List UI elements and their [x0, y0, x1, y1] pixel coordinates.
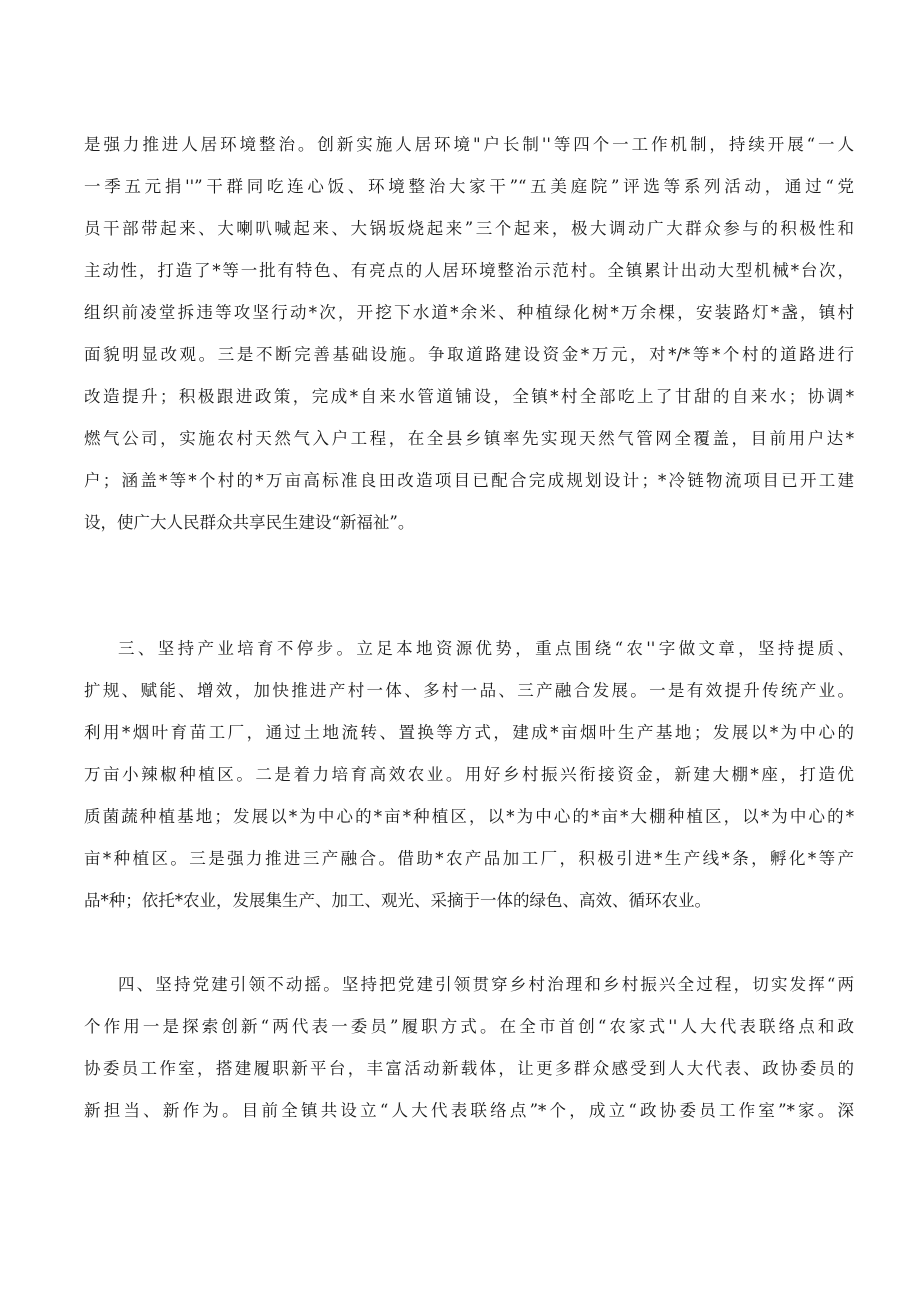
text-line: 一季五元捐''”干群同吃连心饭、环境整治大家干”“五美庭院”评选等系列活动，通过“党	[84, 177, 854, 196]
text-line: 四、坚持党建引领不动摇。坚持把党建引领贯穿乡村治理和乡村振兴全过程，切实发挥“两	[118, 975, 854, 994]
text-line: 员干部带起来、大喇叭喊起来、大锅坂烧起来”三个起来，极大调动广大群众参与的积极性和	[84, 219, 854, 238]
text-line: 是强力推进人居环境整治。创新实施人居环境"户长制''等四个一工作机制，持续开展“一人	[84, 135, 854, 154]
text-line: 品*种；依托*农业，发展集生产、加工、观光、采摘于一体的绿色、高效、循环农业。	[84, 891, 711, 910]
text-line: 扩规、赋能、增效，加快推进产村一体、多村一品、三产融合发展。一是有效提升传统产业。	[84, 681, 854, 700]
text-line: 新担当、新作为。目前全镇共设立“人大代表联络点”*个，成立“政协委员工作室”*家。深	[84, 1101, 854, 1120]
text-line: 亩*种植区。三是强力推进三产融合。借助*农产品加工厂，积极引进*生产线*条，孵化*等产	[84, 849, 854, 868]
text-line: 组织前凌堂拆违等攻坚行动*次，开挖下水道*余米、种植绿化树*万余棵，安装路灯*盏，镇村	[84, 303, 854, 322]
text-line: 燃气公司，实施农村天然气入户工程，在全县乡镇率先实现天然气管网全覆盖，目前用户达*	[84, 429, 854, 448]
text-line: 质菌蔬种植基地；发展以*为中心的*亩*种植区，以*为中心的*亩*大棚种植区，以*为中心的*	[84, 807, 854, 826]
text-line: 主动性，打造了*等一批有特色、有亮点的人居环境整治示范村。全镇累计出动大型机械*台次，	[84, 261, 854, 280]
text-line: 户；涵盖*等*个村的*万亩高标准良田改造项目已配合完成规划设计；*冷链物流项目已开工建	[84, 471, 854, 490]
text-line: 万亩小辣椒种植区。二是着力培育高效农业。用好乡村振兴衔接资金，新建大棚*座，打造优	[84, 765, 854, 784]
paragraph-industry-cultivation	[84, 628, 854, 922]
text-line: 面貌明显改观。三是不断完善基础设施。争取道路建设资金*万元，对*/*等*个村的道路进行	[84, 345, 854, 364]
text-line: 设，使广大人民群众共享民生建设“新福祉”。	[84, 513, 415, 532]
paragraph-party-building	[84, 964, 854, 1132]
text-line: 改造提升；积极跟进政策，完成*自来水管道铺设，全镇*村全部吃上了甘甜的自来水；协调*	[84, 387, 854, 406]
text-line: 三、坚持产业培育不停步。立足本地资源优势，重点围绕“农''字做文章，坚持提质、	[118, 639, 854, 658]
text-line: 利用*烟叶育苗工厂，通过土地流转、置换等方式，建成*亩烟叶生产基地；发展以*为中心的	[84, 723, 855, 742]
text-line: 个作用一是探索创新“两代表一委员”履职方式。在全市首创“农家式''人大代表联络点和政	[84, 1017, 854, 1036]
text-line: 协委员工作室，搭建履职新平台，丰富活动新载体，让更多群众感受到人大代表、政协委员的	[84, 1059, 854, 1078]
paragraph-living-environment	[84, 124, 854, 544]
